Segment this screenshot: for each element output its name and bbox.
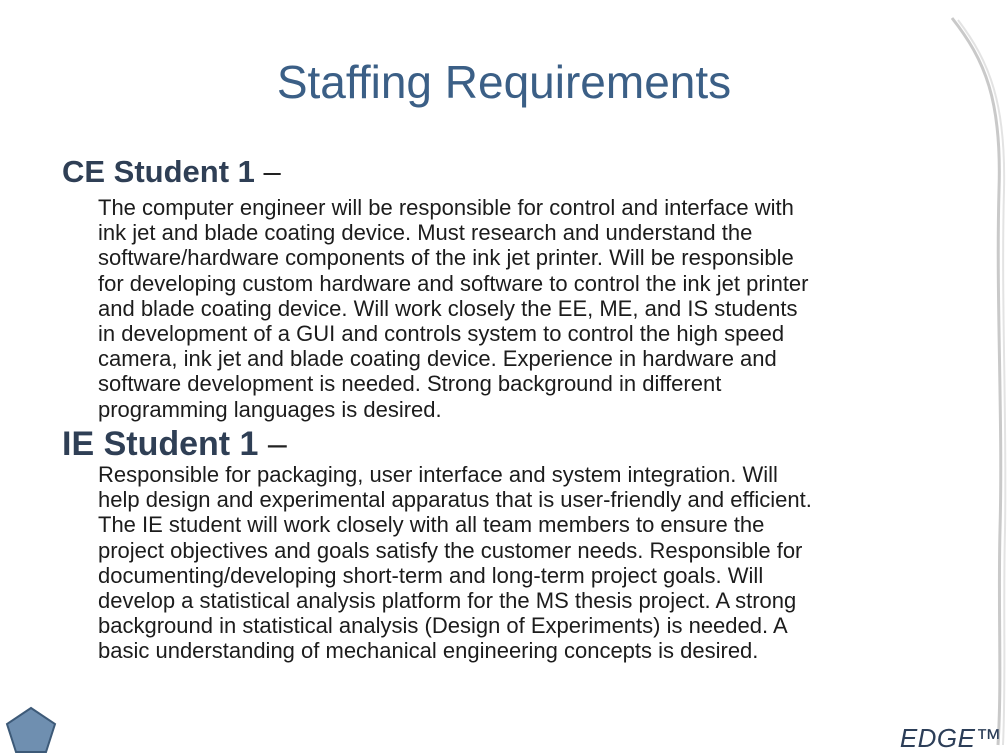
- section-heading-ie-label: IE Student 1: [62, 425, 259, 463]
- section-heading-ce-dash: –: [263, 154, 281, 189]
- section-body-ie: Responsible for packaging, user interface and system integration. Will help design and experimental apparatus that is user-friendly and efficient. The IE student will work closely with all team members to ensure the project objectives and goals satisfy the customer needs. Responsible for documenting/developing short-term and long-term project goals. Will develop a statistical analysis platform for the MS thesis project. A strong background in statistical analysis (Design of Experiments) is needed. A basic understanding of mechanical engineering concepts is desired.: [98, 462, 812, 664]
- section-heading-ce: [62, 152, 281, 192]
- section-heading-ie: [62, 423, 287, 465]
- pentagon-icon: [4, 706, 58, 754]
- edge-logo: EDGE™: [899, 723, 1002, 753]
- section-heading-ie-dash: –: [267, 425, 287, 463]
- section-body-ce: The computer engineer will be responsible for control and interface with ink jet and blade coating device. Must research and understand the software/hardware components of the ink jet printer. Will be responsible for developing custom hardware and software to control the ink jet printer and blade coating device. Will work closely the EE, ME, and IS students in development of a GUI and controls system to control the high speed camera, ink jet and blade coating device. Experience in hardware and software development is needed. Strong background in different programming languages is desired.: [98, 195, 809, 422]
- section-heading-ce-label: CE Student 1: [62, 154, 255, 189]
- slide-title: Staffing Requirements: [276, 56, 732, 108]
